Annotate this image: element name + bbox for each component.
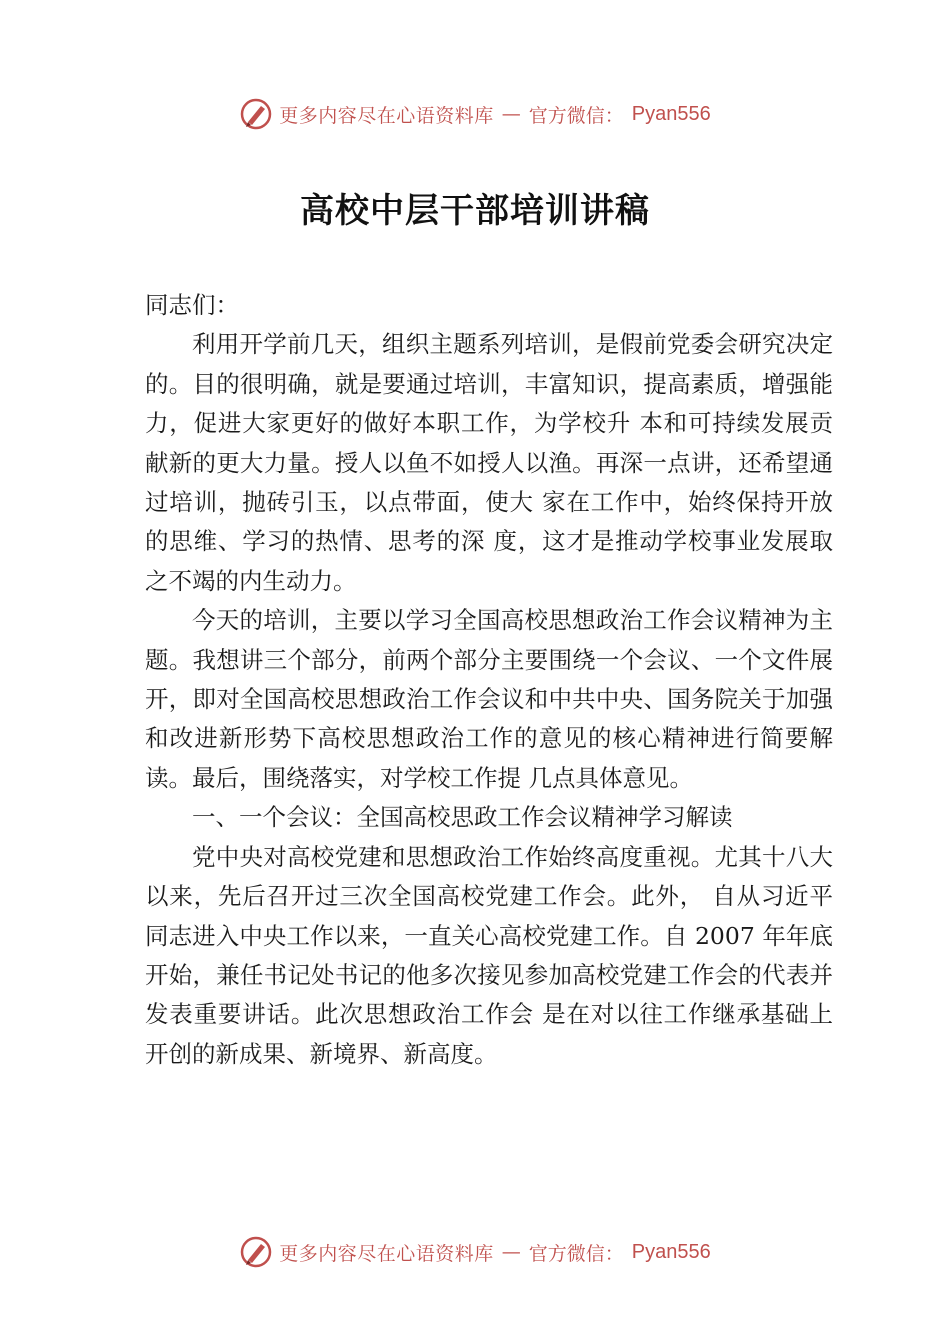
watermark-separator: — [501,1241,521,1263]
paragraph: 党中央对高校党建和思想政治工作始终高度重视。尤其十八大以来，先后召开过三次全国高校党建工作会。此外， 自从习近平同志进入中央工作以来，一直关心高校党建工作。自 2007 年年底开始，兼任书记处书记的他多次接见参加高校党建工作会的代表并发表重要讲话。此次思想政治工作会 是在对以往工作继承基础上开创的新成果、新境界、新高度。 [145,842,833,1068]
paragraph: 利用开学前几天，组织主题系列培训，是假前党委会研究决定的。目的很明确，就是要通过培训，丰富知识，提高素质，增强能力，促进大家更好的做好本职工作，为学校升 本和可持续发展贡献新的更大力量。授人以鱼不如授人以渔。再深一点讲，还希望通过培训，抛砖引玉，以点带面，使大 家在工作中，始终保持开放的思维、学习的热情、思考的深 度，这才是推动学校事业发展取之不竭的内生动力。 [145,330,833,595]
section-heading: 一、一个会议：全国高校思政工作会议精神学习解读 [192,803,733,832]
wechat-label: 官方微信： [528,1242,624,1265]
document-body [145,286,833,1074]
watermark-separator: — [501,103,521,125]
watermark-text: 更多内容尽在心语资料库 [279,104,494,127]
header-watermark [0,94,950,134]
watermark-text: 更多内容尽在心语资料库 [279,1242,494,1265]
wechat-id: Pyan556 [631,1240,711,1263]
salutation: 同志们： [145,291,239,319]
wechat-label: 官方微信： [528,104,624,127]
paragraph: 今天的培训，主要以学习全国高校思想政治工作会议精神为主题。我想讲三个部分，前两个部分主要围绕一个会议、一个文件展开，即对全国高校思想政治工作会议和中共中央、国务院关于加强和改进新形势下高校思想政治工作的意见的核心精神进行简要解读。最后，围绕落实，对学校工作提 几点具体意见。 [145,606,833,792]
wechat-id: Pyan556 [631,102,711,125]
pen-logo-icon [239,97,273,131]
footer-watermark [0,1232,950,1272]
pen-logo-icon [239,1235,273,1269]
document-title: 高校中层干部培训讲稿 [300,191,650,231]
